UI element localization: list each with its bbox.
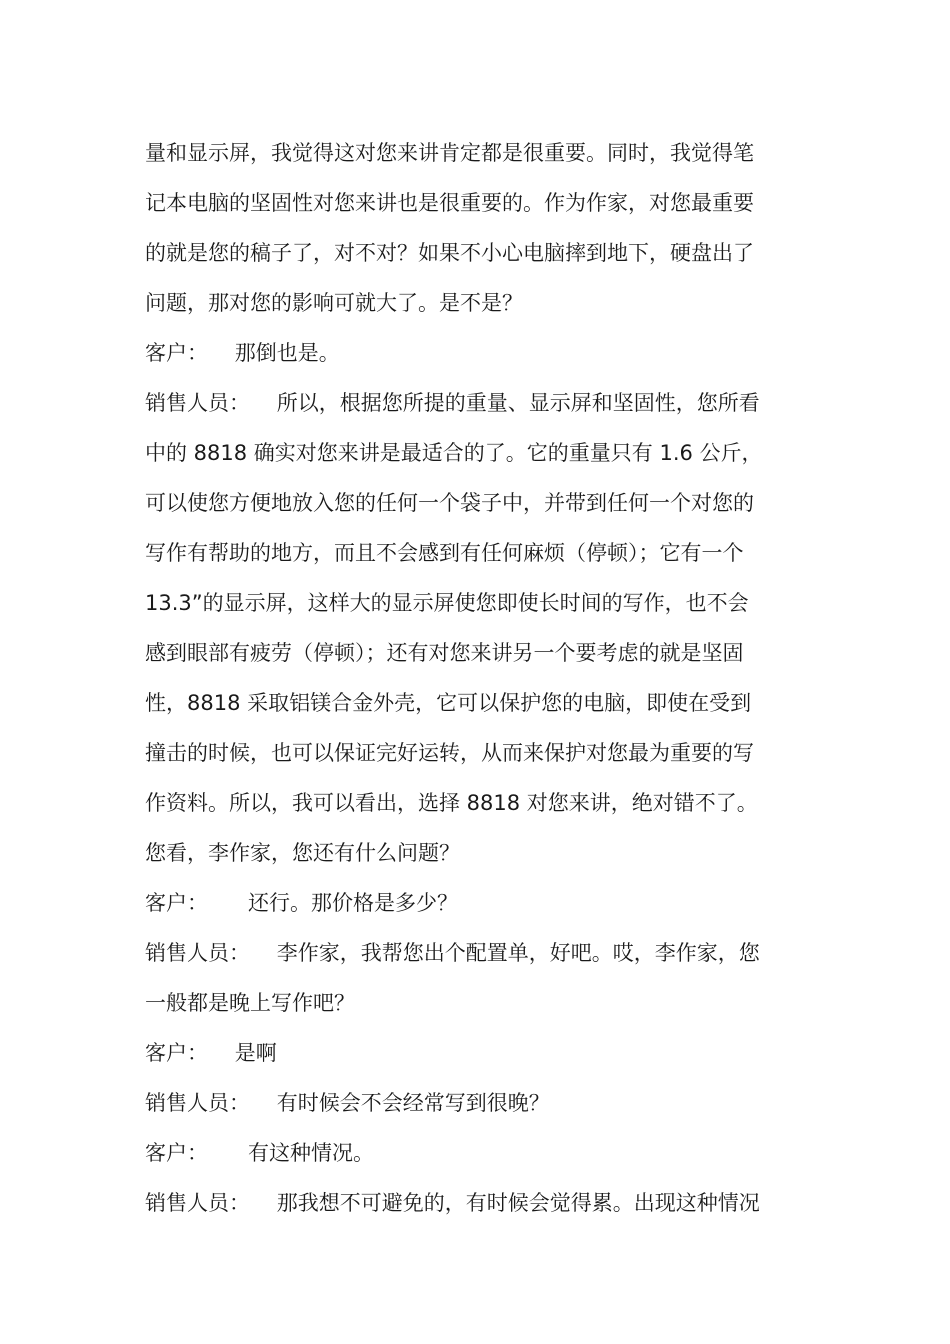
text-line: 的就是您的稿子了，对不对？如果不小心电脑摔到地下，硬盘出了 bbox=[145, 241, 754, 265]
text-line: 记本电脑的坚固性对您来讲也是很重要的。作为作家，对您最重要 bbox=[145, 191, 754, 215]
text-line: 销售人员： 有时候会不会经常写到很晚？ bbox=[145, 1091, 550, 1115]
text-line: 量和显示屏，我觉得这对您来讲肯定都是很重要。同时，我觉得笔 bbox=[145, 141, 754, 165]
text-line: 问题，那对您的影响可就大了。是不是？ bbox=[145, 291, 523, 315]
text-line: 作资料。所以，我可以看出，选择 8818 对您来讲，绝对错不了。 bbox=[145, 791, 758, 815]
text-line: 感到眼部有疲劳（停顿）；还有对您来讲另一个要考虑的就是坚固 bbox=[145, 641, 744, 665]
text-line: 13.3”的显示屏，这样大的显示屏使您即使长时间的写作，也不会 bbox=[145, 591, 749, 615]
text-line: 您看，李作家，您还有什么问题？ bbox=[145, 841, 460, 865]
text-line: 一般都是晚上写作吧？ bbox=[145, 991, 355, 1015]
text-line: 可以使您方便地放入您的任何一个袋子中，并带到任何一个对您的 bbox=[145, 491, 754, 515]
text-line: 性，8818 采取铝镁合金外壳，它可以保护您的电脑，即使在受到 bbox=[145, 691, 752, 715]
text-line: 销售人员： 那我想不可避免的，有时候会觉得累。出现这种情况 bbox=[145, 1191, 760, 1215]
text-line: 客户： 还行。那价格是多少？ bbox=[145, 891, 459, 915]
text-line: 客户： 那倒也是。 bbox=[145, 341, 340, 365]
text-line: 客户： 是啊 bbox=[145, 1041, 277, 1065]
text-line: 写作有帮助的地方，而且不会感到有任何麻烦（停顿）；它有一个 bbox=[145, 541, 744, 565]
text-line: 销售人员： 所以，根据您所提的重量、显示屏和坚固性，您所看 bbox=[145, 391, 760, 415]
text-line: 客户： 有这种情况。 bbox=[145, 1141, 375, 1165]
text-line: 撞击的时候，也可以保证完好运转，从而来保护对您最为重要的写 bbox=[145, 741, 754, 765]
text-line: 销售人员： 李作家，我帮您出个配置单，好吧。哎，李作家，您 bbox=[145, 941, 760, 965]
text-line: 中的 8818 确实对您来讲是最适合的了。它的重量只有 1.6 公斤， bbox=[145, 441, 763, 465]
dialogue-text bbox=[145, 128, 810, 1228]
